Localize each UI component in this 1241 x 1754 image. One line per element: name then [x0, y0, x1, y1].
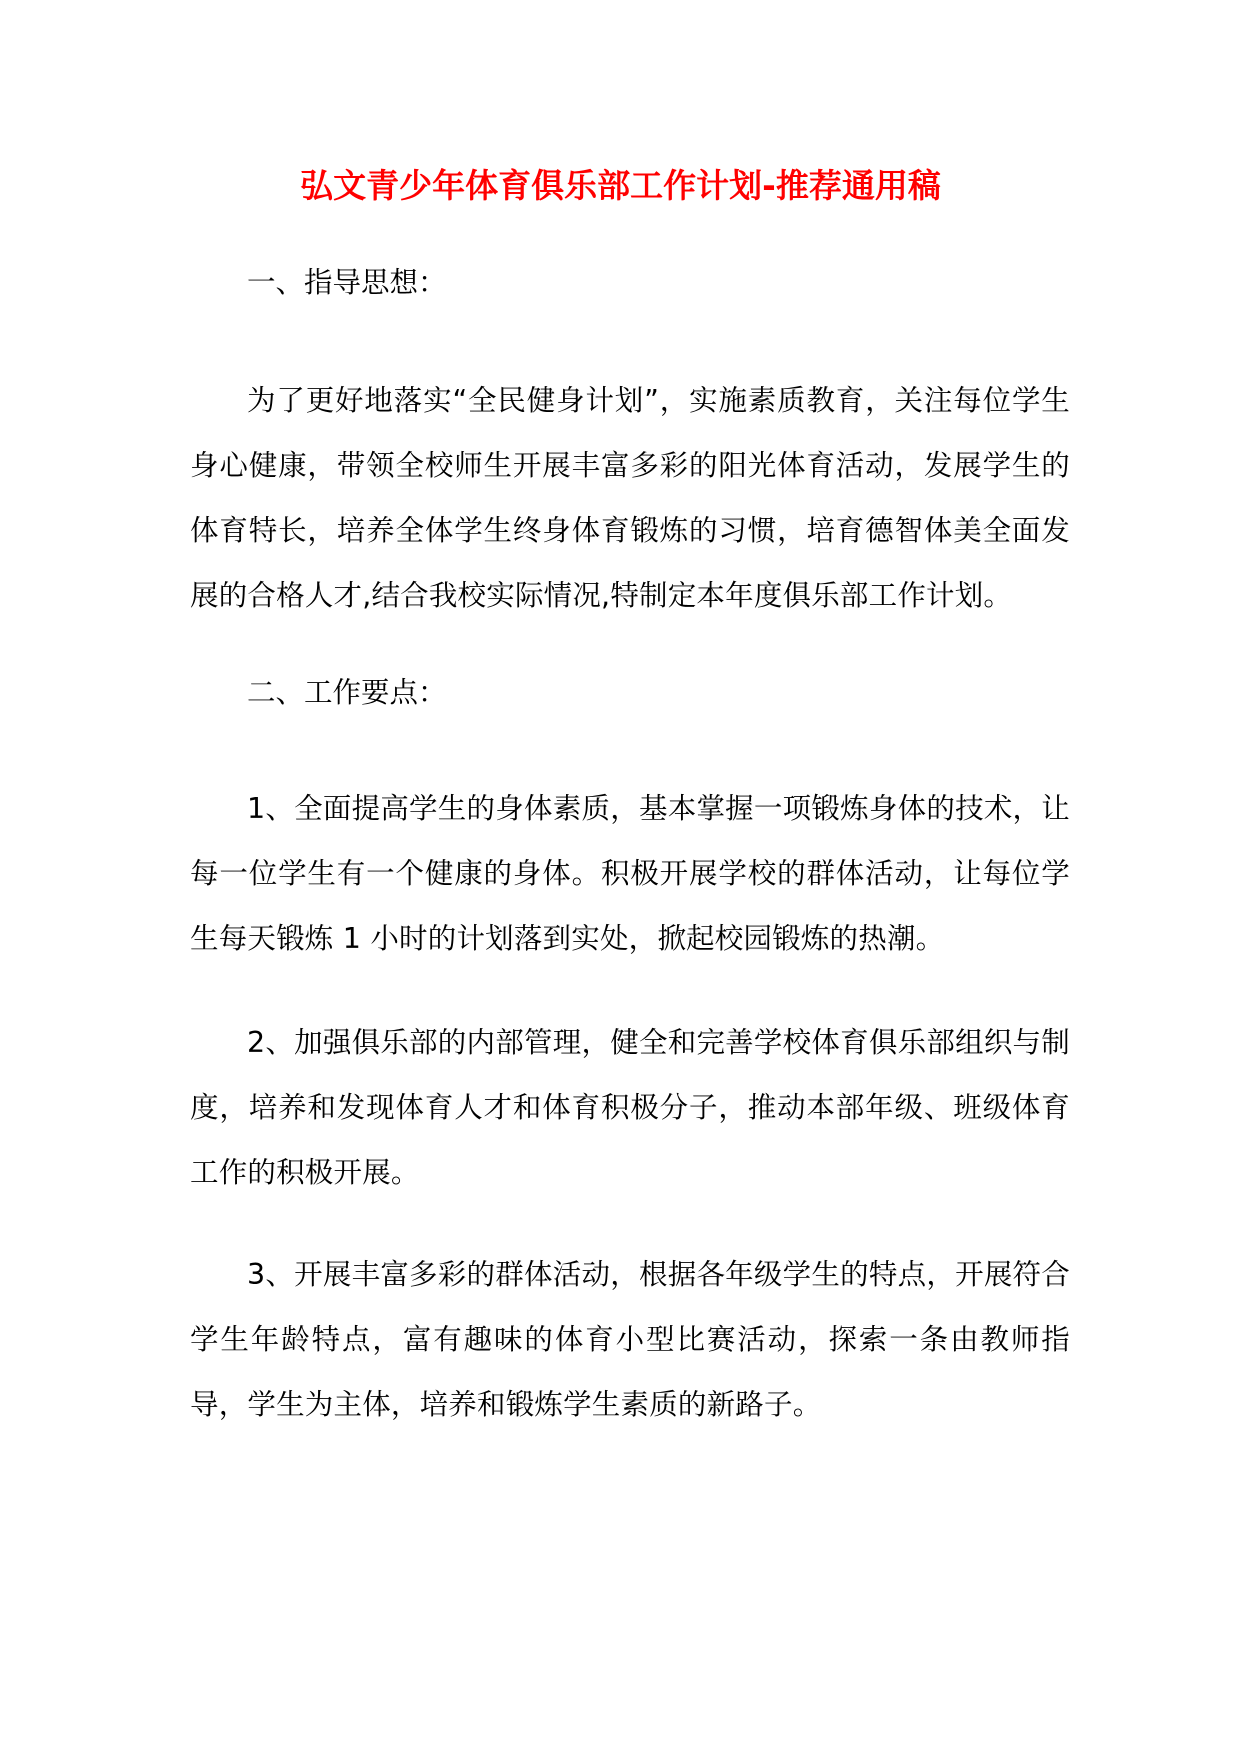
- paragraph-point-3: 3、开展丰富多彩的群体活动，根据各年级学生的特点，开展符合学生年龄特点，富有趣味的体育小型比赛活动，探索一条由教师指导，学生为主体，培养和锻炼学生素质的新路子。: [190, 1258, 1070, 1421]
- paragraph-guiding-ideology: 为了更好地落实“全民健身计划”，实施素质教育，关注每位学生身心健康，带领全校师生开展丰富多彩的阳光体育活动，发展学生的体育特长，培养全体学生终身体育锻炼的习惯，培育德智体美全面发展的合格人才,结合我校实际情况,特制定本年度俱乐部工作计划。: [190, 384, 1070, 612]
- paragraph-point-2: 2、加强俱乐部的内部管理，健全和完善学校体育俱乐部组织与制度，培养和发现体育人才和体育积极分子，推动本部年级、班级体育工作的积极开展。: [190, 1026, 1070, 1189]
- section-heading-work-points: 二、工作要点：: [247, 676, 447, 709]
- section-heading-guiding-ideology: 一、指导思想：: [247, 266, 447, 299]
- document-title: 弘文青少年体育俱乐部工作计划-推荐通用稿: [300, 166, 941, 205]
- paragraph-point-1: 1、全面提高学生的身体素质，基本掌握一项锻炼身体的技术，让每一位学生有一个健康的身体。积极开展学校的群体活动，让每位学生每天锻炼 1 小时的计划落到实处，掀起校园锻炼的热潮。: [190, 792, 1070, 955]
